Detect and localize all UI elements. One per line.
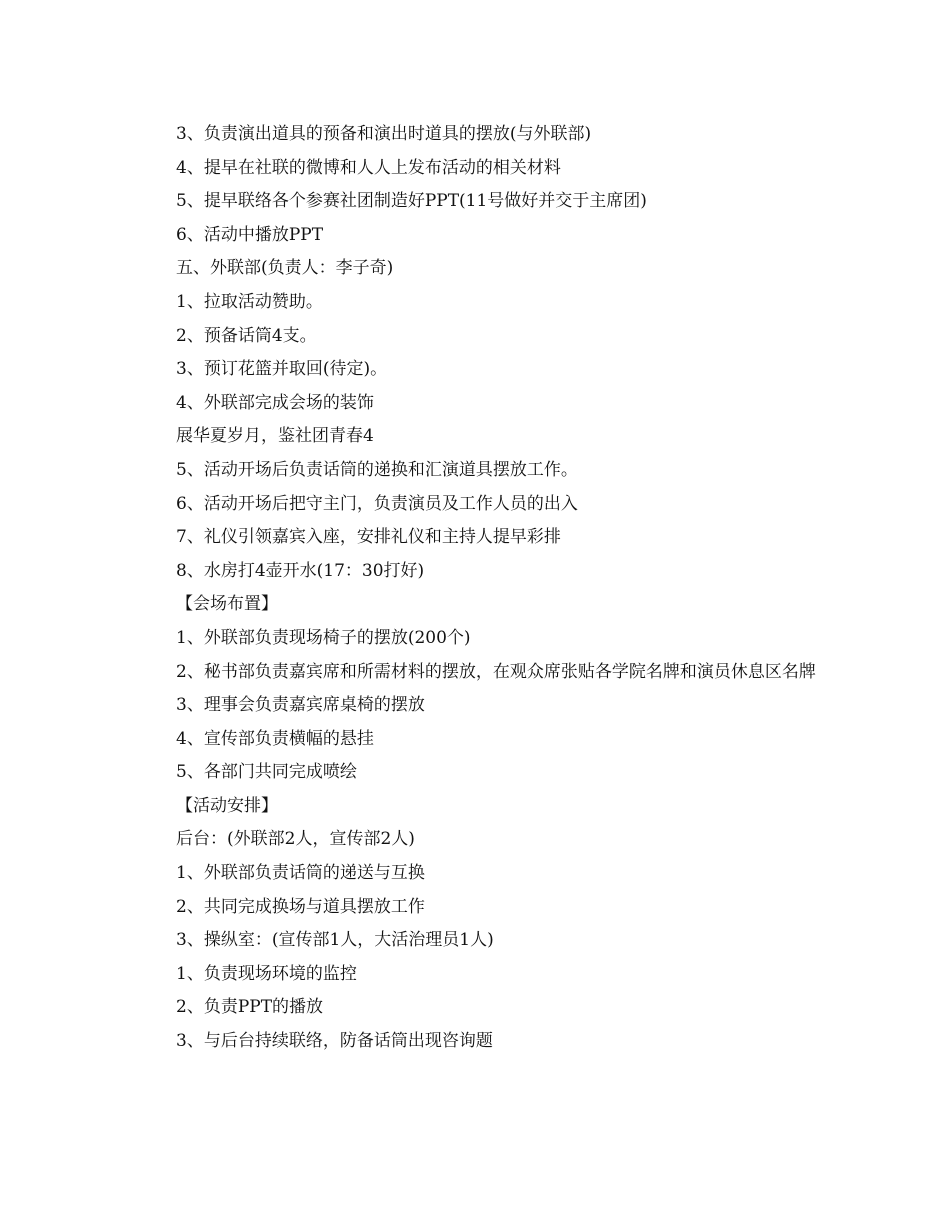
list-item: 5、活动开场后负责话筒的递换和汇演道具摆放工作。: [176, 459, 578, 480]
list-item: 2、共同完成换场与道具摆放工作: [176, 896, 425, 917]
section-heading: 【活动安排】: [176, 795, 278, 816]
list-item: 3、操纵室：(宣传部1人，大活治理员1人): [176, 930, 494, 951]
running-header-text: 展华夏岁月，鉴社团青春4: [176, 426, 374, 447]
list-item: 8、水房打4壶开水(17：30打好): [176, 560, 425, 581]
subsection-heading: 后台：(外联部2人，宣传部2人): [176, 829, 415, 850]
list-item: 1、拉取活动赞助。: [176, 291, 323, 312]
list-item: 4、外联部完成会场的装饰: [176, 392, 374, 413]
list-item: 1、负责现场环境的监控: [176, 963, 357, 984]
list-item: 2、预备话筒4支。: [176, 325, 317, 346]
list-item: 6、活动中播放PPT: [176, 224, 324, 245]
section-heading: 【会场布置】: [176, 594, 278, 615]
list-item: 5、各部门共同完成喷绘: [176, 762, 357, 783]
list-item: 3、预订花篮并取回(待定)。: [176, 359, 388, 380]
list-item: 4、宣传部负责横幅的悬挂: [176, 728, 374, 749]
list-item: 6、活动开场后把守主门，负责演员及工作人员的出入: [176, 493, 578, 514]
list-item: 5、提早联络各个参赛社团制造好PPT(11号做好并交于主席团): [176, 191, 647, 212]
document-body: [142, 118, 822, 1059]
section-heading: 五、外联部(负责人：李子奇): [176, 258, 394, 279]
list-item: 4、提早在社联的微博和人人上发布活动的相关材料: [176, 157, 561, 178]
list-item: 7、礼仪引领嘉宾入座，安排礼仪和主持人提早彩排: [176, 527, 561, 548]
list-item: 3、理事会负责嘉宾席桌椅的摆放: [176, 695, 425, 716]
list-item: 2、秘书部负责嘉宾席和所需材料的摆放，在观众席张贴各学院名牌和演员休息区名牌: [176, 661, 816, 682]
list-item: 2、负责PPT的播放: [176, 997, 324, 1018]
list-item: 1、外联部负责话筒的递送与互换: [176, 863, 425, 884]
list-item: 3、负责演出道具的预备和演出时道具的摆放(与外联部): [176, 124, 592, 144]
list-item: 3、与后台持续联络，防备话筒出现咨询题: [176, 1031, 493, 1052]
list-item: 1、外联部负责现场椅子的摆放(200个): [176, 627, 471, 648]
